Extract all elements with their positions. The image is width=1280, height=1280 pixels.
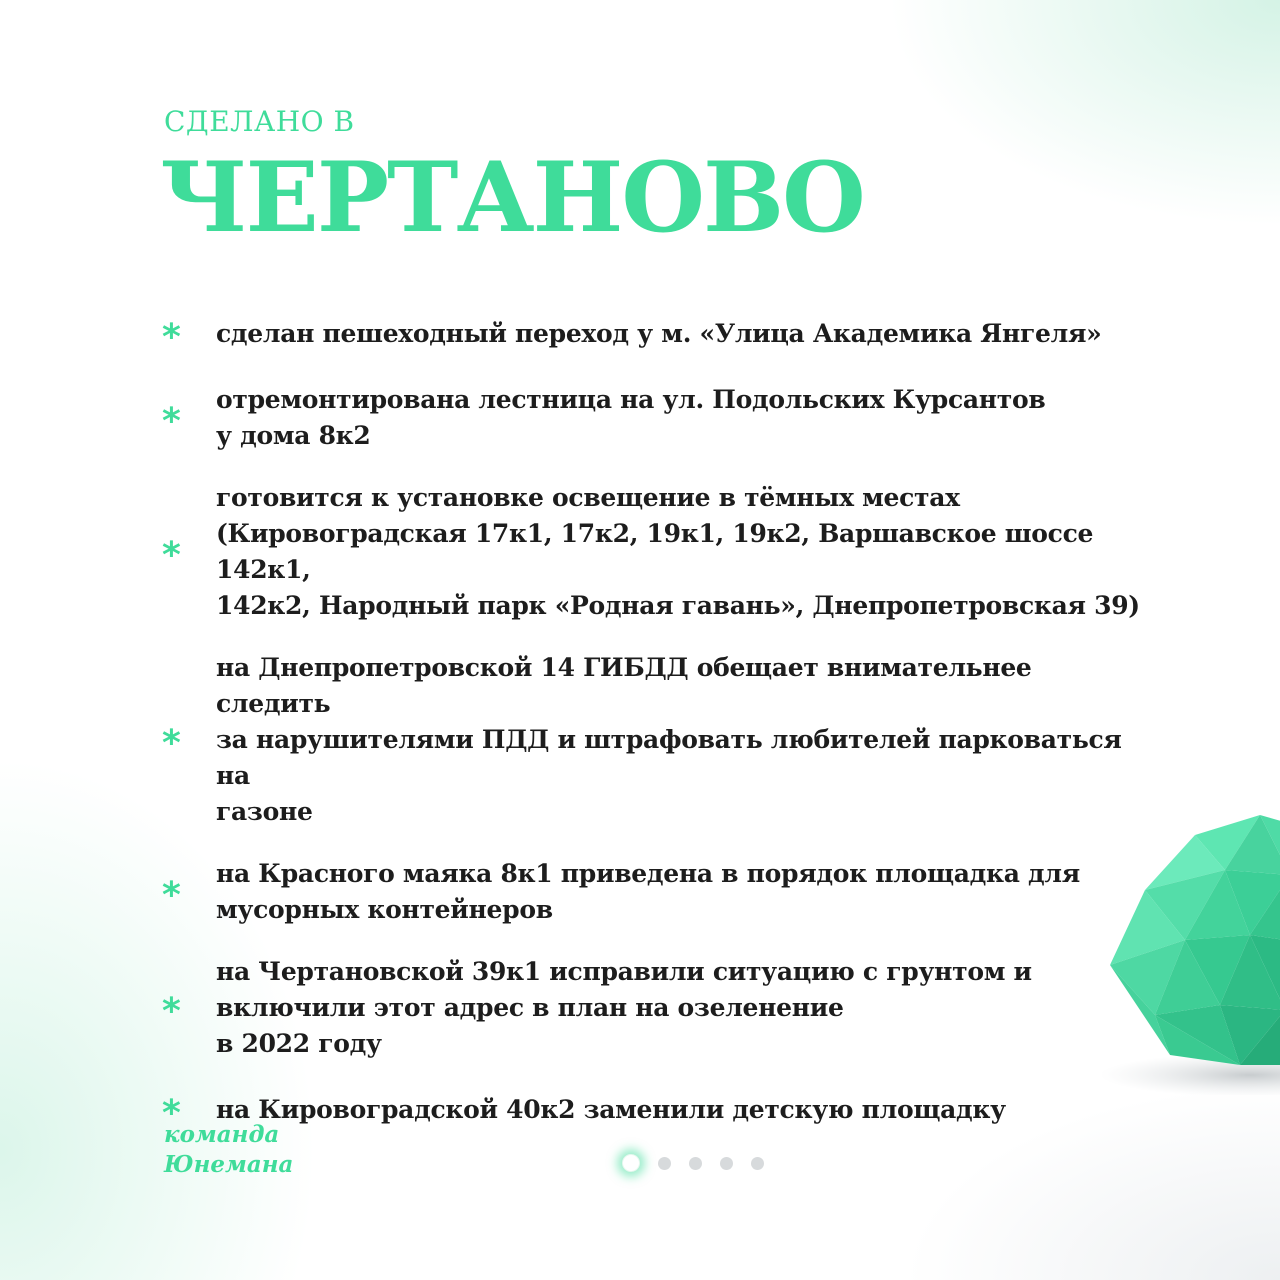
asterisk-bullet-icon: * xyxy=(162,991,181,1032)
list-item xyxy=(162,382,1142,454)
pagination-dot[interactable] xyxy=(658,1157,671,1170)
list-item xyxy=(162,480,1142,624)
pagination-dot[interactable] xyxy=(689,1157,702,1170)
achievements-list xyxy=(162,312,1142,1158)
list-item-text: на Чертановской 39к1 исправили ситуацию с грунтом и включили этот адрес в план на озеленение в 2022 году xyxy=(216,957,1032,1058)
header-eyebrow: СДЕЛАНО В xyxy=(164,105,355,138)
list-item-text: на Кировоградской 40к2 заменили детскую площадку xyxy=(216,1095,1006,1124)
asterisk-bullet-icon: * xyxy=(162,1093,181,1134)
signature-line-2: Юнемана xyxy=(164,1151,294,1178)
list-item xyxy=(162,312,1142,356)
pagination-dot[interactable] xyxy=(720,1157,733,1170)
list-item xyxy=(162,954,1142,1062)
list-item xyxy=(162,650,1142,830)
pagination-dot[interactable] xyxy=(751,1157,764,1170)
low-poly-sphere-icon xyxy=(1100,815,1280,1095)
list-item xyxy=(162,856,1142,928)
asterisk-bullet-icon: * xyxy=(162,875,181,916)
list-item-text: отремонтирована лестница на ул. Подольских Курсантов у дома 8к2 xyxy=(216,385,1046,450)
signature-line-1: команда xyxy=(164,1121,280,1148)
list-item-text: готовится к установке освещение в тёмных местах (Кировоградская 17к1, 17к2, 19к1, 19к2, Варшавское шоссе 142к1, 142к2, Народный парк «Родная гавань», Днепропетровская 39) xyxy=(216,483,1140,620)
asterisk-bullet-icon: * xyxy=(162,317,181,358)
team-signature xyxy=(164,1120,293,1180)
list-item xyxy=(162,1088,1142,1132)
carousel-pagination xyxy=(622,1154,764,1172)
list-item-text: сделан пешеходный переход у м. «Улица Академика Янгеля» xyxy=(216,319,1102,348)
page-title: ЧЕРТАНОВО xyxy=(160,141,864,254)
asterisk-bullet-icon: * xyxy=(162,535,181,576)
asterisk-bullet-icon: * xyxy=(162,401,181,442)
pagination-dot-active[interactable] xyxy=(622,1154,640,1172)
asterisk-bullet-icon: * xyxy=(162,723,181,764)
list-item-text: на Днепропетровской 14 ГИБДД обещает внимательнее следить за нарушителями ПДД и штрафовать любителей парковаться на газоне xyxy=(216,653,1122,826)
list-item-text: на Красного маяка 8к1 приведена в порядок площадка для мусорных контейнеров xyxy=(216,859,1080,924)
